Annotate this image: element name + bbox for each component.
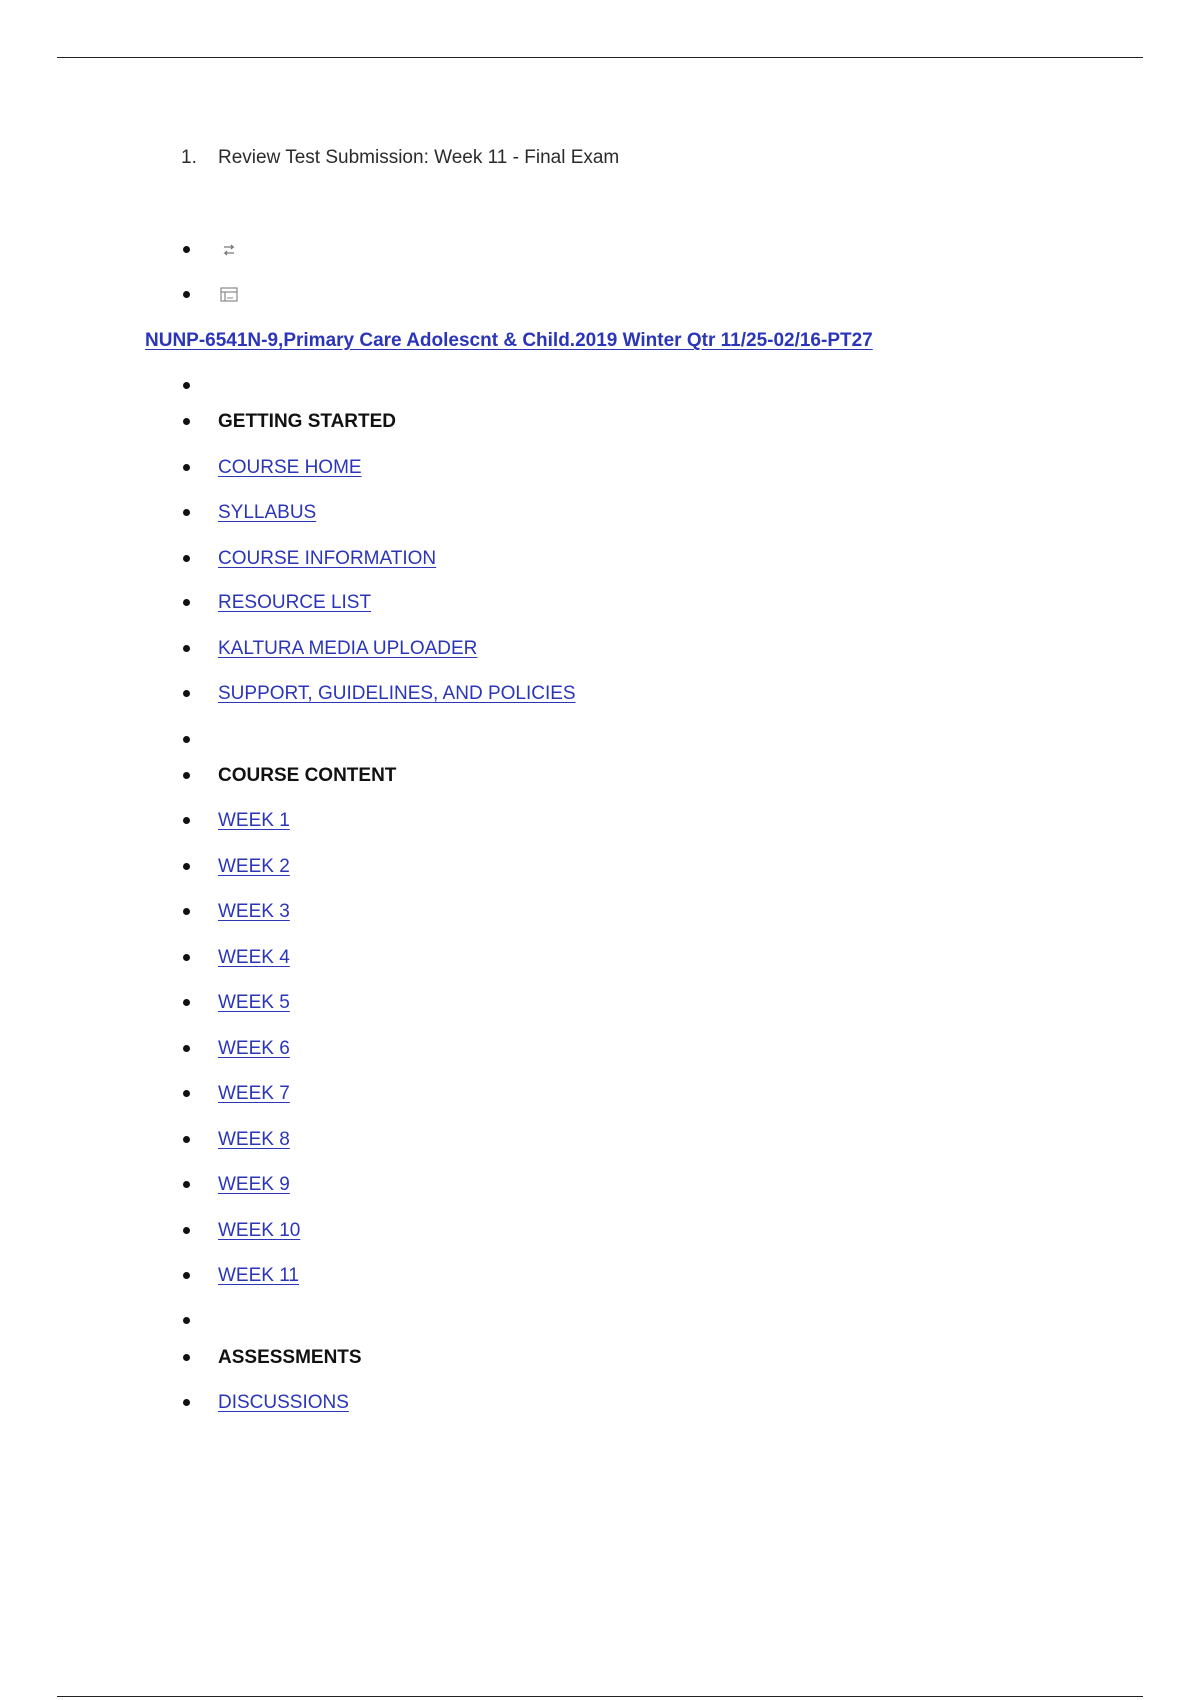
- bullet: [183, 1272, 190, 1279]
- menu-link[interactable]: WEEK 3: [218, 901, 290, 922]
- menu-link[interactable]: WEEK 7: [218, 1083, 290, 1104]
- menu-link[interactable]: WEEK 4: [218, 947, 290, 968]
- bullet: [183, 1136, 190, 1143]
- bullet: [183, 1317, 190, 1324]
- menu-link[interactable]: WEEK 2: [218, 856, 290, 877]
- bullet: [183, 509, 190, 516]
- bottom-rule: [57, 1696, 1143, 1697]
- menu-link[interactable]: WEEK 10: [218, 1220, 301, 1241]
- bullet: [183, 645, 190, 652]
- menu-link[interactable]: WEEK 9: [218, 1174, 290, 1195]
- bullet: [183, 1045, 190, 1052]
- bullet: [183, 599, 190, 606]
- section-heading-label: COURSE CONTENT: [218, 765, 397, 786]
- menu-link[interactable]: COURSE HOME: [218, 457, 362, 478]
- bullet: [183, 772, 190, 779]
- bullet: [183, 382, 190, 389]
- bullet: [183, 1354, 190, 1361]
- bullet: [183, 954, 190, 961]
- course-title-link[interactable]: NUNP-6541N-9,Primary Care Adolescnt & Child.2019 Winter Qtr 11/25-02/16-PT27: [145, 330, 873, 351]
- section-heading-label: GETTING STARTED: [218, 411, 397, 432]
- bullet: [183, 817, 190, 824]
- bullet: [183, 1227, 190, 1234]
- breadcrumb: [181, 146, 619, 170]
- sidebar-toggle-icon[interactable]: [218, 284, 240, 306]
- menu-link[interactable]: WEEK 6: [218, 1038, 290, 1059]
- top-rule: [57, 57, 1143, 58]
- bullet: [183, 999, 190, 1006]
- menu-link[interactable]: COURSE INFORMATION: [218, 548, 437, 569]
- menu-link[interactable]: WEEK 5: [218, 992, 290, 1013]
- bullet: [183, 555, 190, 562]
- bullet: [183, 291, 190, 298]
- menu-link[interactable]: SYLLABUS: [218, 502, 317, 523]
- menu-link[interactable]: RESOURCE LIST: [218, 592, 372, 613]
- bullet: [183, 690, 190, 697]
- bullet: [183, 908, 190, 915]
- menu-link[interactable]: DISCUSSIONS: [218, 1392, 349, 1413]
- menu-link[interactable]: WEEK 11: [218, 1265, 299, 1286]
- bullet: [183, 863, 190, 870]
- bullet: [183, 1181, 190, 1188]
- menu-link[interactable]: SUPPORT, GUIDELINES, AND POLICIES: [218, 683, 576, 704]
- bullet: [183, 418, 190, 425]
- bullet: [183, 246, 190, 253]
- breadcrumb-text: Review Test Submission: Week 11 - Final Exam: [218, 147, 620, 168]
- menu-link[interactable]: WEEK 8: [218, 1129, 290, 1150]
- bullet: [183, 464, 190, 471]
- menu-link[interactable]: WEEK 1: [218, 810, 290, 831]
- section-heading-label: ASSESSMENTS: [218, 1347, 362, 1368]
- bullet: [183, 1090, 190, 1097]
- refresh-icon[interactable]: [218, 239, 240, 261]
- bullet: [183, 1399, 190, 1406]
- menu-link[interactable]: KALTURA MEDIA UPLOADER: [218, 638, 478, 659]
- bullet: [183, 736, 190, 743]
- breadcrumb-number: 1.: [181, 147, 197, 168]
